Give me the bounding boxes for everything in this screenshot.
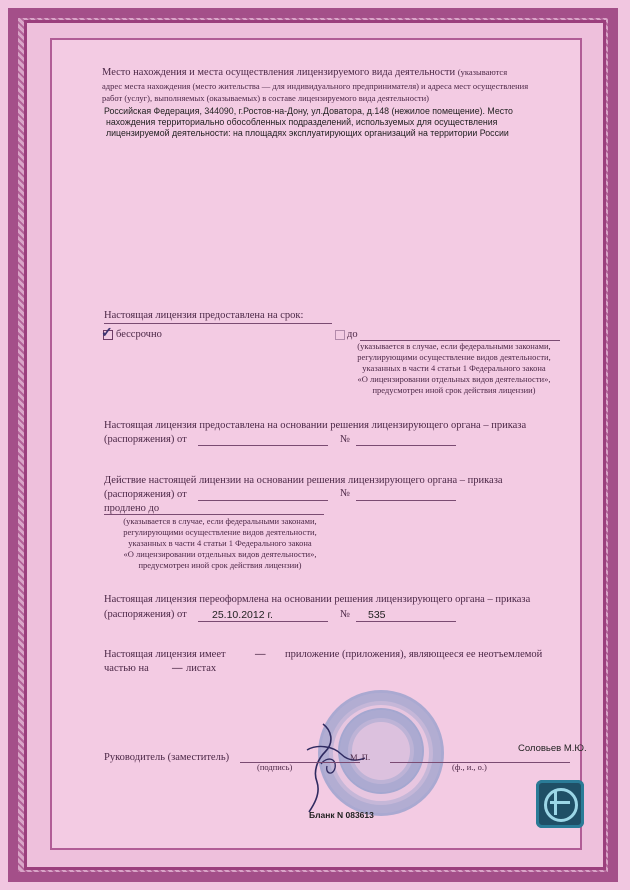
address-line: нахождения территориально обособленных подразделений, используемых для осуществления	[106, 117, 498, 127]
signature-caption: (подпись)	[257, 762, 293, 772]
annex-line-2: приложение (приложения), являющееся ее неотъемлемой	[285, 649, 543, 660]
basis-line: Настоящая лицензия предоставлена на основании решения лицензирующего органа – приказа	[104, 420, 527, 431]
extension-line: Действие настоящей лицензии на основании решения лицензирующего органа – приказа	[104, 475, 503, 486]
reissue-number: 535	[368, 609, 386, 621]
location-header-text: Место нахождения и места осуществления лицензируемого вида деятельности	[102, 67, 456, 78]
address-line: Российская Федерация, 344090, г.Ростов-на-Дону, ул.Доватора, д.148 (нежилое помещение). Место	[104, 106, 513, 116]
term-until-label: до	[347, 329, 358, 340]
annex-line: Настоящая лицензия имеет	[104, 649, 226, 660]
extended-until-label: продлено до	[104, 503, 160, 514]
hologram-icon	[536, 780, 584, 828]
basis-line-2: (распоряжения) от	[104, 434, 187, 445]
number-sign: №	[340, 609, 351, 620]
annex-line-4: листах	[186, 663, 217, 674]
form-number: Бланк N 083613	[309, 810, 374, 820]
annex-line-3: частью на	[104, 663, 149, 674]
fio-caption: (ф., и., о.)	[452, 762, 487, 772]
reissue-date: 25.10.2012 г.	[212, 609, 273, 621]
until-checkbox[interactable]	[335, 330, 345, 340]
extension-line-2: (распоряжения) от	[104, 489, 187, 500]
signature	[295, 720, 385, 815]
term-note: (указывается в случае, если федеральными законами, регулирующими осуществление видов деятельности, указанных в части 4 статьи 1 Федерального закона «О лицензировании отдельных видов деятельности», предусмотрен иной срок действия лицензии)	[357, 341, 551, 395]
head-name: Соловьев М.Ю.	[518, 743, 587, 754]
number-sign: №	[340, 488, 351, 499]
number-sign: №	[340, 434, 351, 445]
location-note: (указываются	[457, 67, 508, 77]
location-note-2: адрес места нахождения (место жительства — для индивидуального предпринимателя) и адреса мест осуществления	[102, 81, 529, 91]
reissue-line: Настоящая лицензия переоформлена на основании решения лицензирующего органа – приказа	[104, 594, 531, 605]
annex-count: —	[255, 649, 266, 660]
address-line: лицензируемой деятельности: на площадях эксплуатирующих организаций на территории России	[106, 128, 509, 138]
reissue-line-2: (распоряжения) от	[104, 609, 187, 620]
annex-sheets: —	[172, 663, 183, 674]
term-unlimited-label: бессрочно	[116, 329, 162, 340]
location-note-3: работ (услуг), выполняемых (оказываемых) в составе лицензируемого вида деятельности)	[102, 93, 430, 103]
address-block	[104, 106, 574, 139]
seal-place-label: М. П.	[350, 752, 371, 762]
check-mark-icon: ✓	[101, 326, 113, 341]
location-header	[102, 66, 572, 79]
term-heading: Настоящая лицензия предоставлена на срок:	[104, 310, 304, 321]
head-label: Руководитель (заместитель)	[104, 752, 230, 763]
extension-note: (указывается в случае, если федеральными законами, регулирующими осуществление видов деятельности, указанных в части 4 статьи 1 Федерального закона «О лицензировании отдельных видов деятельности», предусмотрен иной срок действия лицензии)	[123, 516, 317, 570]
